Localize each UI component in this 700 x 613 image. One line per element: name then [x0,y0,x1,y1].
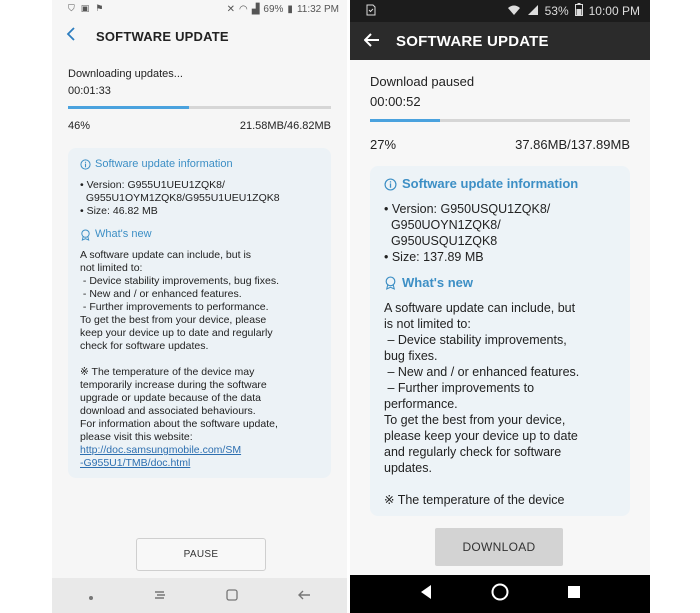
page-title: SOFTWARE UPDATE [96,28,229,44]
text-line: please keep your device up to date [384,429,578,443]
battery-icon: ▮ [287,3,293,15]
badge-icon [384,276,397,290]
mute-icon: ✕ [226,3,235,15]
text-line: – Further improvements to [384,381,535,395]
text-line: bug fixes. [384,349,438,363]
text-line: is not limited to: [384,317,471,331]
text-line: keep your device up to date and regularly [80,327,273,339]
version-line: G950UOYN1ZQK8/ [384,218,501,232]
download-size: 37.86MB/137.89MB [515,137,630,152]
back-icon[interactable] [297,588,311,604]
back-arrow-icon[interactable] [66,27,88,46]
recents-square-icon[interactable] [567,585,581,604]
info-heading: Software update information [402,176,579,191]
size-line: • Size: 137.89 MB [384,250,484,264]
download-size: 21.58MB/46.82MB [239,120,331,132]
progress-bar [68,106,331,109]
signal-icon: ▟ [251,3,260,15]
page-title: SOFTWARE UPDATE [396,32,549,50]
navigation-bar [52,578,347,613]
whats-new-heading: What's new [402,275,473,290]
clock: 11:32 PM [296,3,339,15]
right-phone-screen [350,0,650,613]
note-line: upgrade or update because of the data [80,392,261,404]
status-bar [350,0,650,22]
text-line: not limited to: [80,262,143,274]
text-line: - Device stability improvements, bug fixes. [80,275,279,287]
app-header [52,18,347,54]
battery-percent: 53% [544,4,569,18]
download-status: Downloading updates... [68,68,183,80]
progress-fill [370,119,440,122]
download-button[interactable]: DOWNLOAD [435,528,563,566]
website-link[interactable]: http://doc.samsungmobile.com/SM [80,444,242,456]
pause-button[interactable]: PAUSE [136,538,266,571]
progress-percent: 27% [370,137,397,152]
text-line: updates. [384,461,432,475]
battery-percent: 69% [263,3,284,15]
home-icon[interactable] [226,588,238,604]
progress-fill [68,106,189,109]
text-line: check for software updates. [80,340,209,352]
text-line: – Device stability improvements, [384,333,567,347]
download-section [350,60,650,516]
text-line: - Further improvements to performance. [80,301,269,313]
text-line: A software update can include, but is [80,249,252,261]
note-line: ※ The temperature of the device may [80,366,255,378]
elapsed-time: 00:00:52 [370,94,421,109]
note-line: please visit this website: [80,431,193,443]
status-bar [52,0,347,18]
note-line: For information about the software update, [80,418,278,430]
version-line: • Version: G950USQU1ZQK8/ [384,202,551,216]
download-section [52,54,347,478]
back-triangle-icon[interactable] [419,584,433,605]
note-line: download and associated behaviours. [80,405,256,417]
progress-percent: 46% [68,120,91,132]
home-circle-icon[interactable] [491,583,509,606]
text-line: A software update can include, but [384,301,576,315]
app-header [350,22,650,60]
info-card [68,148,331,478]
badge-icon [80,229,91,241]
text-line: and regularly check for software [384,445,562,459]
note-line: temporarily increase during the software [80,379,267,391]
text-line: – New and / or enhanced features. [384,365,580,379]
info-heading: Software update information [95,158,233,170]
navigation-bar [350,575,650,613]
text-line: - New and / or enhanced features. [80,288,242,300]
recent-apps-icon[interactable] [153,588,167,604]
progress-bar [370,119,630,122]
text-line: To get the best from your device, [384,413,566,427]
sim-icon [366,4,376,19]
image-icon: ▣ [80,4,90,14]
wifi-icon [507,4,521,19]
elapsed-time: 00:01:33 [68,85,111,97]
left-phone-screen [52,0,347,613]
text-line: performance. [384,397,458,411]
flag-icon: ⚑ [95,4,104,14]
whats-new-heading: What's new [95,228,152,240]
signal-icon [527,4,539,19]
version-line: • Version: G955U1UEU1ZQK8/ [80,179,225,191]
info-icon [80,159,91,170]
wifi-icon: ◠ [238,3,248,15]
progress-row [370,137,630,152]
note-line: ※ The temperature of the device [384,493,565,507]
clock: 10:00 PM [588,4,640,18]
info-icon [384,178,397,191]
text-line: To get the best from your device, please [80,314,267,326]
shield-icon: ⛉ [68,4,75,14]
website-link[interactable]: -G955U1/TMB/doc.html [80,457,191,469]
back-arrow-icon[interactable] [364,31,386,52]
battery-icon [575,3,583,19]
version-line: G950USQU1ZQK8 [384,234,498,248]
download-status: Download paused [370,74,475,89]
dot-icon[interactable] [88,588,94,604]
info-card [370,166,630,516]
version-line: G955U1OYM1ZQK8/G955U1UEU1ZQK8 [80,192,280,204]
progress-row [68,120,331,132]
size-line: • Size: 46.82 MB [80,205,158,217]
